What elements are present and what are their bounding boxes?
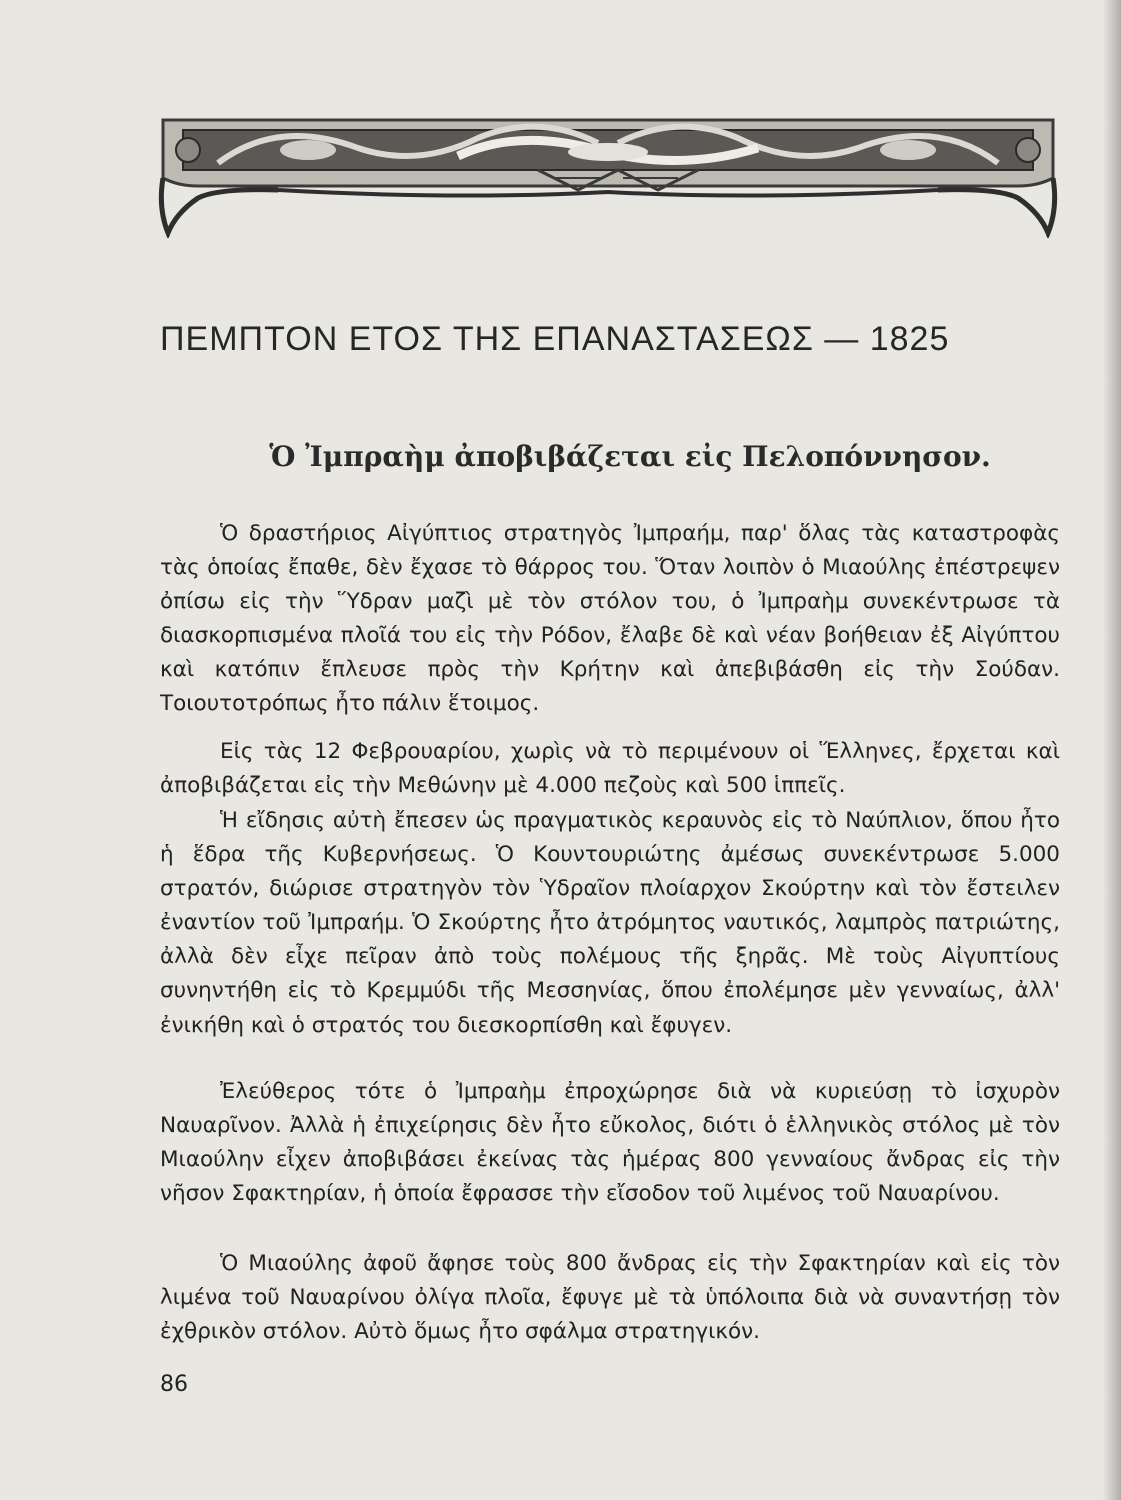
page-edge-shadow bbox=[1103, 0, 1121, 1500]
body-paragraph bbox=[160, 1247, 1060, 1349]
body-paragraph bbox=[160, 1075, 1060, 1211]
decorative-header-ornament bbox=[158, 108, 1058, 238]
body-paragraph bbox=[160, 517, 1060, 722]
paragraph-text: Ὁ δραστήριος Αἰγύπτιος στρατηγὸς Ἰμπραήμ, παρ' ὅλας τὰς καταστροφὰς τὰς ὁποίας ἔπαθε, δὲν ἔχασε τὸ θάρρος του. Ὅταν λοιπὸν ὁ Μιαούλης ἐπέστρεψεν ὀπίσω εἰς τὴν Ὕδραν μαζὶ μὲ τὸν στόλον του, ὁ Ἰμπραὴμ συνεκέντρωσε τὰ διασκορπισμένα πλοῖά του εἰς τὴν Ρόδον, ἔλαβε δὲ καὶ νέαν βοήθειαν ἐξ Αἰγύπτου καὶ κατόπιν ἔπλευσε πρὸς τὴν Κρήτην καὶ ἀπεβιβάσθη εἰς τὴν Σούδαν. Τοιουτοτρόπως ἦτο πάλιν ἕτοιμος. bbox=[160, 521, 1060, 717]
section-title: Ὁ Ἰμπραὴμ ἀποβιβάζεται εἰς Πελοπόννησον. bbox=[269, 440, 991, 473]
body-paragraph bbox=[160, 804, 1060, 1043]
chapter-title: ΠΕΜΠΤΟΝ ΕΤΟΣ ΤΗΣ ΕΠΑΝΑΣΤΑΣΕΩΣ — 1825 bbox=[160, 320, 950, 358]
paragraph-text: Ἡ εἴδησις αὐτὴ ἔπεσεν ὡς πραγματικὸς κεραυνὸς εἰς τὸ Ναύπλιον, ὅπου ἦτο ἡ ἕδρα τῆς Κυβερνήσεως. Ὁ Κουντουριώτης ἀμέσως συνεκέντρωσε 5.000 στρατόν, διώρισε στρατηγὸν τὸν Ὑδραῖον πλοίαρχον Σκούρτην καὶ τὸν ἔστειλεν ἐναντίον τοῦ Ἰμπραήμ. Ὁ Σκούρτης ἦτο ἀτρόμητος ναυτικός, λαμπρὸς πατριώτης, ἀλλὰ δὲν εἶχε πεῖραν ἀπὸ τοὺς πολέμους τῆς ξηρᾶς. Μὲ τοὺς Αἰγυπτίους συνηντήθη εἰς τὸ Κρεμμύδι τῆς Μεσσηνίας, ὅπου ἐπολέμησε μὲν γενναίως, ἀλλ' ἐνικήθη καὶ ὁ στρατός του διεσκορπίσθη καὶ ἔφυγεν. bbox=[160, 808, 1060, 1038]
paragraph-text: Ἐλεύθερος τότε ὁ Ἰμπραὴμ ἐπροχώρησε διὰ νὰ κυριεύσῃ τὸ ἰσχυρὸν Ναυαρῖνον. Ἀλλὰ ἡ ἐπιχείρησις δὲν ἦτο εὔκολος, διότι ὁ ἑλληνικὸς στόλος μὲ τὸν Μιαούλην εἶχεν ἀποβιβάσει ἐκείνας τὰς ἡμέρας 800 γενναίους ἄνδρας εἰς τὴν νῆσον Σφακτηρίαν, ἡ ὁποία ἔφρασσε τὴν εἴσοδον τοῦ λιμένος τοῦ Ναυαρίνου. bbox=[160, 1079, 1060, 1207]
page-number: 86 bbox=[160, 1372, 188, 1397]
paragraph-text: Ὁ Μιαούλης ἀφοῦ ἄφησε τοὺς 800 ἄνδρας εἰς τὴν Σφακτηρίαν καὶ εἰς τὸν λιμένα τοῦ Ναυαρίνου ὀλίγα πλοῖα, ἔφυγε μὲ τὰ ὑπόλοιπα διὰ νὰ συναντήσῃ τὸν ἐχθρικὸν στόλον. Αὐτὸ ὅμως ἦτο σφάλμα στρατηγικόν. bbox=[160, 1251, 1060, 1345]
paragraph-text: Εἰς τὰς 12 Φεβρουαρίου, χωρὶς νὰ τὸ περιμένουν οἱ Ἕλληνες, ἔρχεται καὶ ἀποβιβάζεται εἰς τὴν Μεθώνην μὲ 4.000 πεζοὺς καὶ 500 ἱππεῖς. bbox=[160, 739, 1060, 799]
body-paragraph bbox=[160, 735, 1060, 803]
